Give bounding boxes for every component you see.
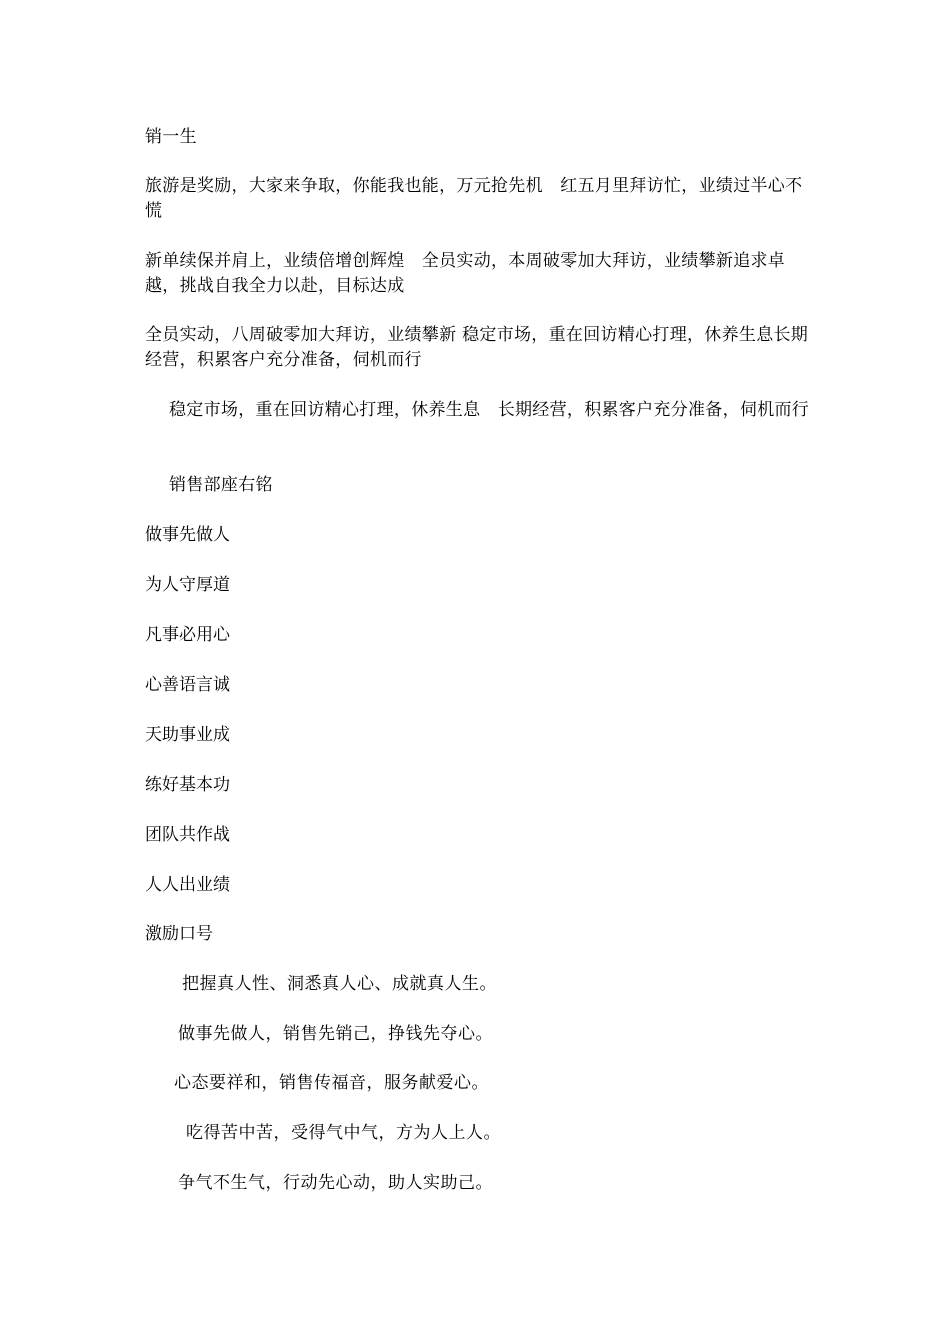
document-title: 销一生 [145, 127, 197, 147]
motto-line: 人人出业绩 [145, 875, 230, 895]
paragraph: 新单续保并肩上，业绩倍增创辉煌 全员实动，本周破零加大拜访，业绩攀新追求卓越，挑战自我全力以赴，目标达成 [145, 251, 786, 296]
slogan-line: 做事先做人，销售先销己，挣钱先夺心。 [178, 1024, 493, 1044]
motto-heading: 销售部座右铭 [169, 475, 273, 495]
motto-line: 心善语言诚 [145, 675, 230, 695]
motto-line: 做事先做人 [145, 525, 230, 545]
paragraph: 稳定市场，重在回访精心打理，休养生息 长期经营，积累客户充分准备，伺机而行 [169, 400, 810, 420]
slogan-line: 心态要祥和，销售传福音，服务献爱心。 [174, 1073, 489, 1093]
slogan-heading: 激励口号 [145, 924, 213, 944]
motto-line: 凡事必用心 [145, 625, 230, 645]
slogan-line: 争气不生气，行动先心动，助人实助己。 [178, 1173, 493, 1193]
motto-line: 天助事业成 [145, 725, 230, 745]
motto-line: 为人守厚道 [145, 575, 230, 595]
slogan-line: 吃得苦中苦，受得气中气，方为人上人。 [186, 1123, 501, 1143]
motto-line: 团队共作战 [145, 825, 230, 845]
motto-line: 练好基本功 [145, 775, 230, 795]
paragraph: 旅游是奖励，大家来争取，你能我也能，万元抢先机 红五月里拜访忙，业绩过半心不慌 [145, 176, 803, 221]
slogan-line: 把握真人性、洞悉真人心、成就真人生。 [182, 974, 497, 994]
paragraph: 全员实动，八周破零加大拜访，业绩攀新 稳定市场，重在回访精心打理，休养生息长期经营，积累客户充分准备，伺机而行 [145, 325, 809, 370]
